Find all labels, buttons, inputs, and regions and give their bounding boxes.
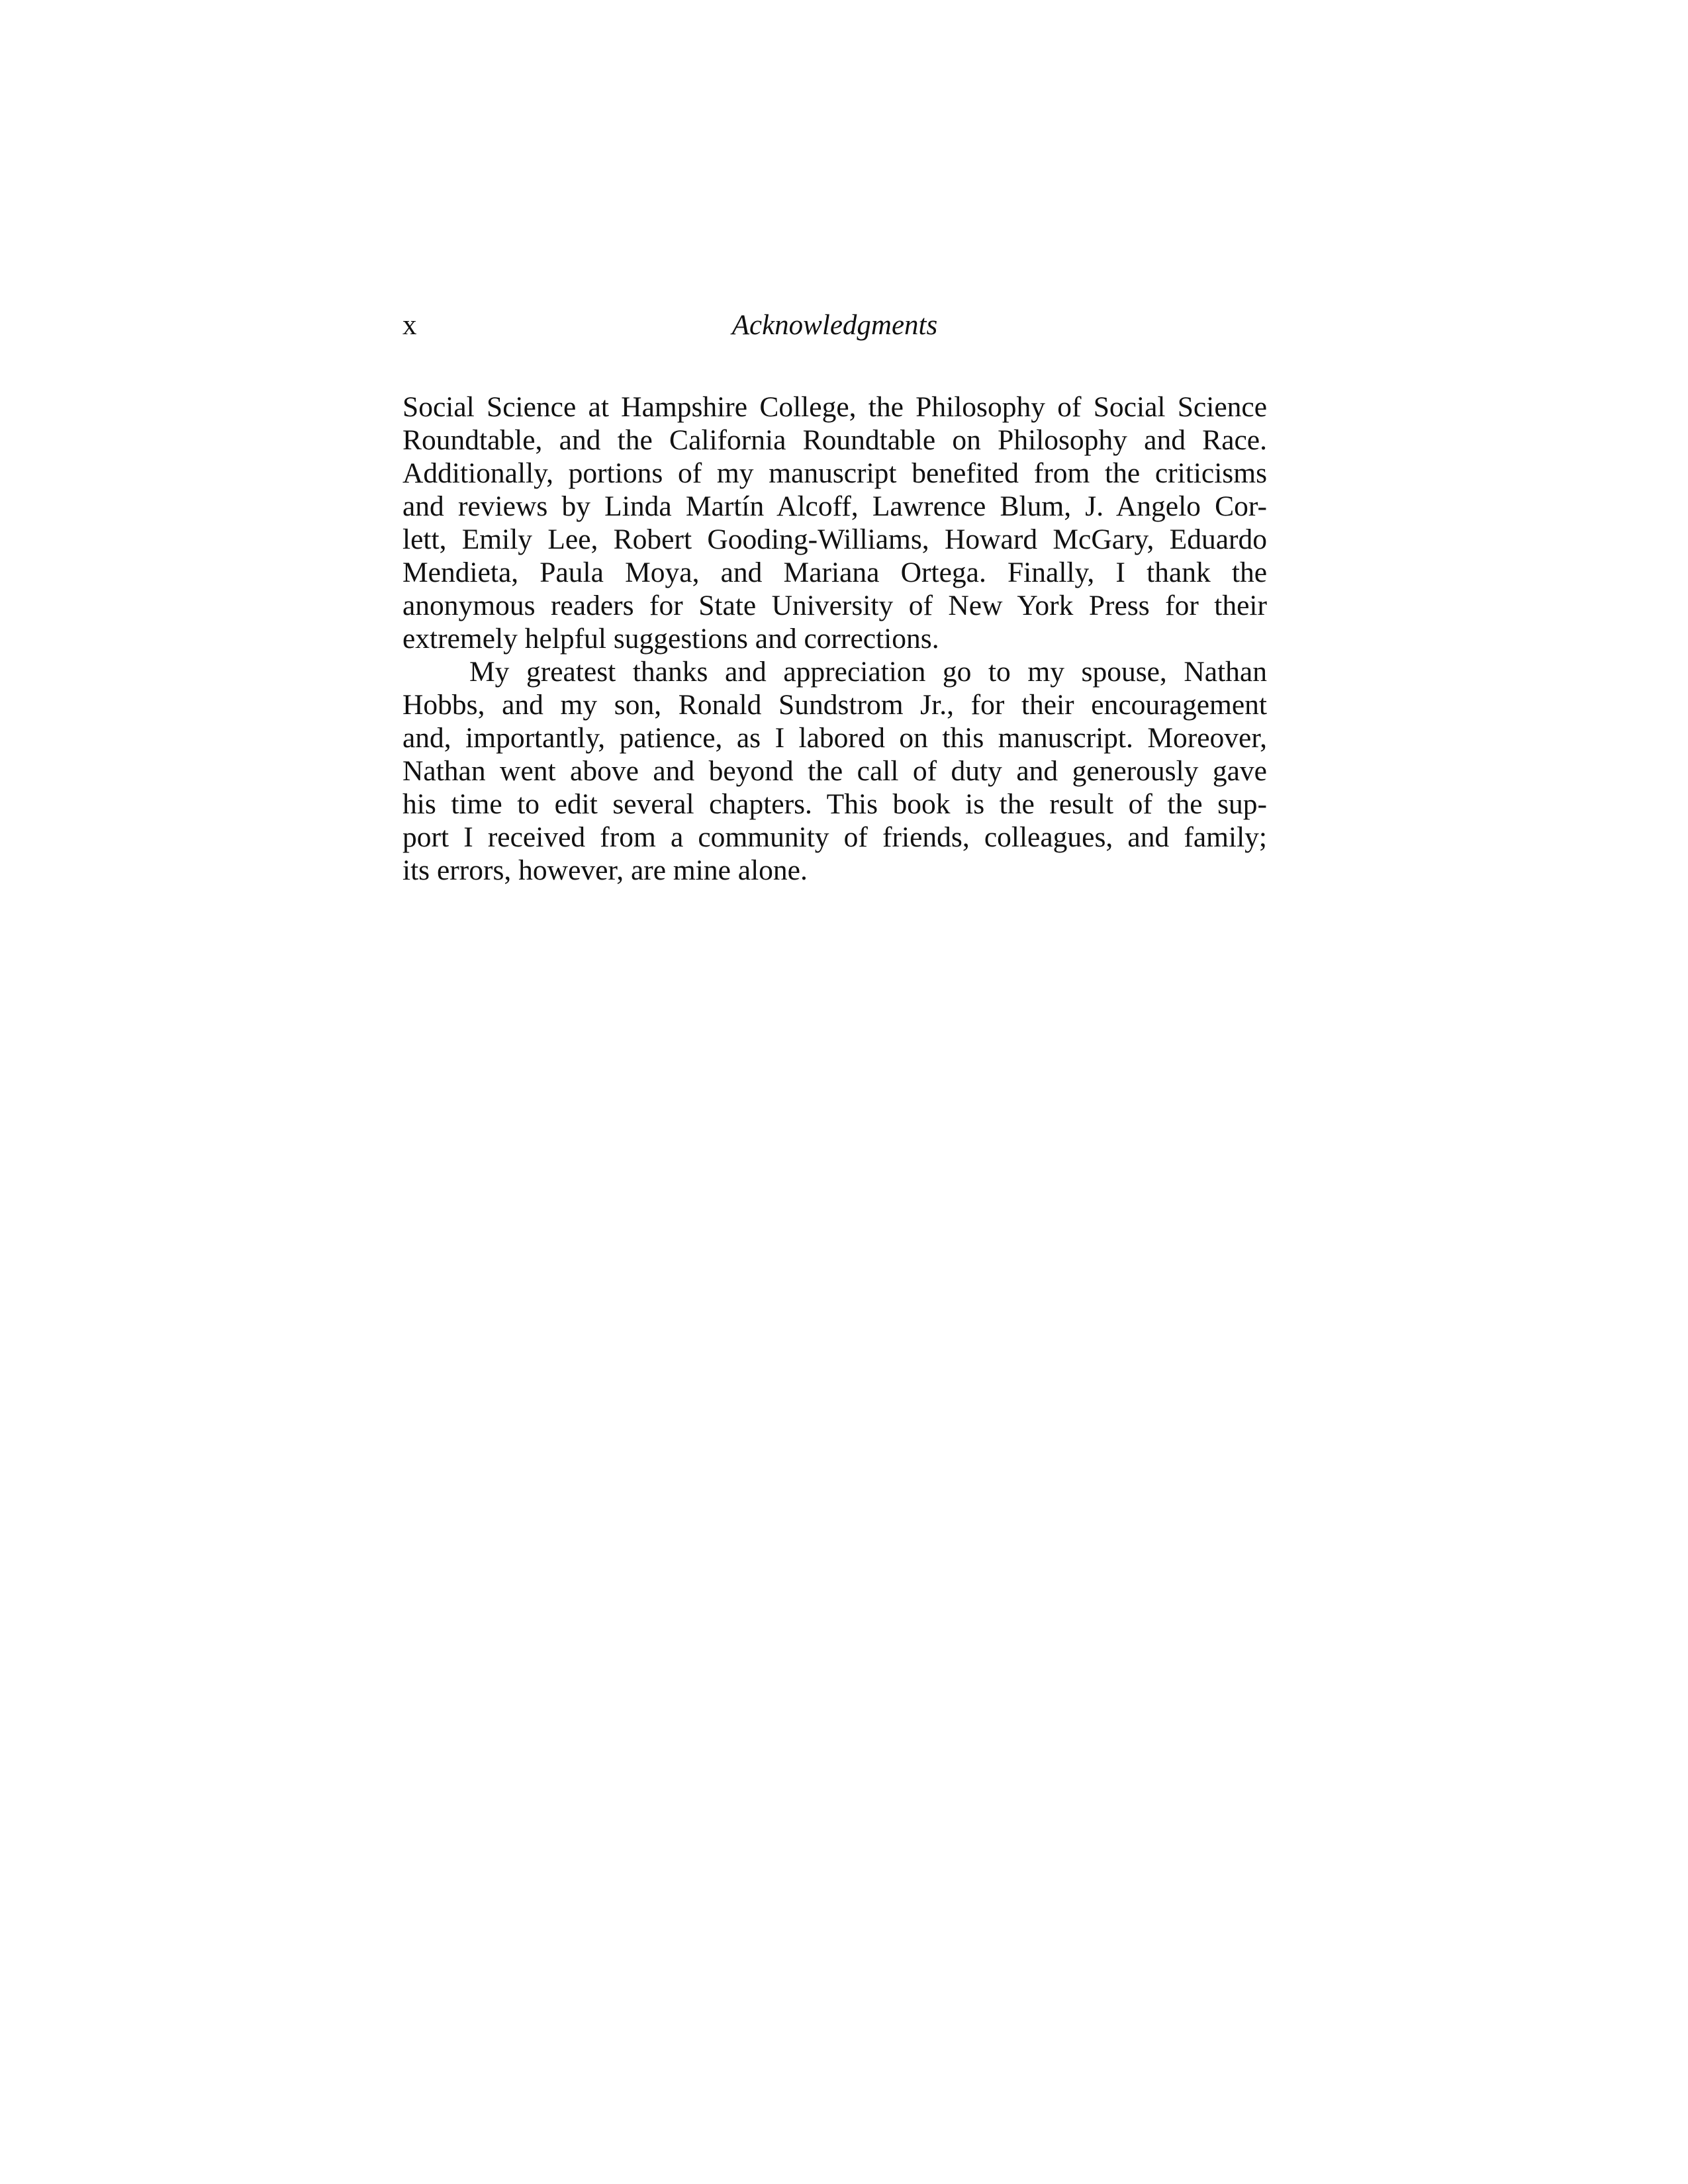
body-text [402, 390, 1267, 887]
paragraph-2 [402, 655, 1267, 887]
text-line: Mendieta, Paula Moya, and Mariana Ortega. Finally, I thank the [402, 557, 1267, 588]
text-line: My greatest thanks and appreciation go to my spouse, Nathan [469, 656, 1267, 688]
text-line: anonymous readers for State University of New York Press for their [402, 590, 1267, 621]
paragraph-1 [402, 390, 1267, 655]
text-line: Nathan went above and beyond the call of duty and generously gave [402, 755, 1267, 787]
text-line: his time to edit several chapters. This book is the result of the sup- [402, 788, 1267, 820]
text-line: Hobbs, and my son, Ronald Sundstrom Jr., for their encouragement [402, 689, 1267, 721]
running-title: Acknowledgments [731, 310, 938, 341]
page-number: x [402, 310, 417, 341]
text-line: Social Science at Hampshire College, the Philosophy of Social Science [402, 391, 1267, 423]
text-line: port I received from a community of friends, colleagues, and family; [402, 821, 1267, 853]
running-head [402, 306, 1267, 345]
text-line: extremely helpful suggestions and corrections. [402, 623, 939, 655]
text-line: Roundtable, and the California Roundtable on Philosophy and Race. [402, 424, 1267, 456]
text-line: lett, Emily Lee, Robert Gooding-Williams, Howard McGary, Eduardo [402, 523, 1267, 555]
text-line: its errors, however, are mine alone. [402, 854, 808, 886]
text-line: and reviews by Linda Martín Alcoff, Lawrence Blum, J. Angelo Cor- [402, 490, 1267, 522]
text-line: and, importantly, patience, as I labored on this manuscript. Moreover, [402, 722, 1267, 754]
text-line: Additionally, portions of my manuscript benefited from the criticisms [402, 457, 1267, 489]
